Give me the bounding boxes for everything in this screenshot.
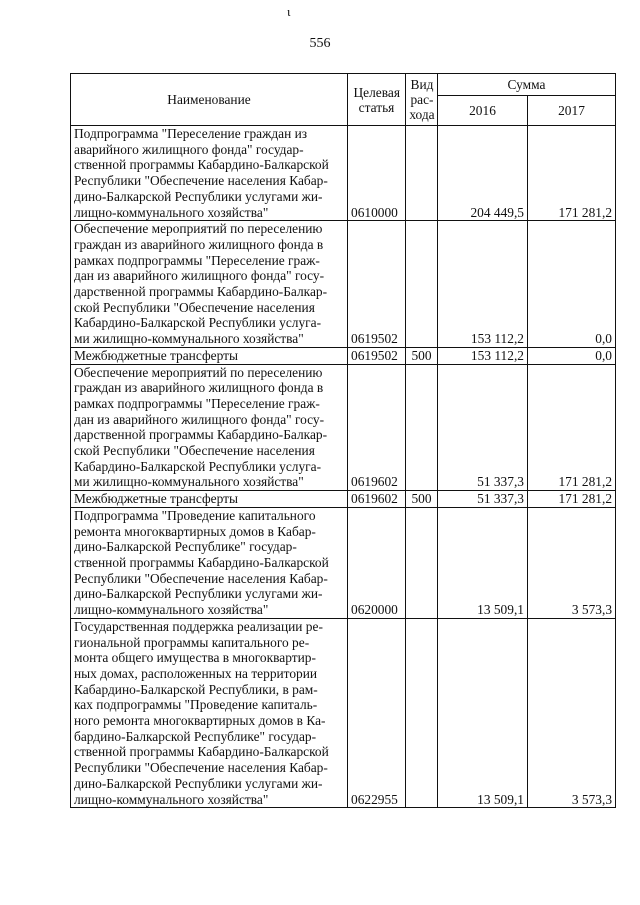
- page-number: 556: [309, 36, 331, 51]
- row-name-line: гиональной программы капитального ре-: [74, 634, 310, 650]
- row-name: [71, 347, 348, 364]
- row-name-line: монта общего имущества в многоквартир-: [74, 650, 316, 666]
- row-sum-2017: 171 281,2: [528, 491, 616, 508]
- budget-table: [70, 73, 616, 808]
- header-kind: [406, 74, 438, 126]
- row-name-line: дино-Балкарской Республики услугами жи-: [74, 188, 323, 204]
- header-kind-text: Вид рас-хода: [409, 77, 435, 122]
- row-name: [71, 491, 348, 508]
- table-row: [71, 221, 616, 348]
- row-name-line: Подпрограмма "Проведение капитального: [74, 507, 316, 523]
- table-row: [71, 347, 616, 364]
- row-sum-2017: 0,0: [528, 221, 616, 348]
- row-name-line: лищно-коммунального хозяйства": [74, 602, 269, 618]
- row-name-line: ственной программы Кабардино-Балкарской: [74, 157, 329, 173]
- row-kind: [406, 364, 438, 491]
- row-sum-2016: 153 112,2: [438, 221, 528, 348]
- row-name-line: ской Республики "Обеспечение населения: [74, 443, 315, 459]
- row-kind: 500: [406, 491, 438, 508]
- row-name-line: ской Республики "Обеспечение населения: [74, 299, 315, 315]
- row-name-line: Обеспечение мероприятий по переселению: [74, 221, 323, 237]
- row-name-line: Государственная поддержка реализации ре-: [74, 618, 323, 634]
- row-kind: [406, 221, 438, 348]
- row-name-line: рамках подпрограммы "Переселение граж-: [74, 252, 320, 268]
- row-sum-2016: 13 509,1: [438, 507, 528, 618]
- row-name-line: Республики "Обеспечение населения Кабар-: [74, 173, 328, 189]
- row-sum-2016: 51 337,3: [438, 364, 528, 491]
- row-kind: 500: [406, 347, 438, 364]
- header-year-2017: 2017: [528, 96, 616, 126]
- row-target-code: 0619602: [348, 364, 406, 491]
- header-name: Наименование: [71, 74, 348, 126]
- row-name-line: дарственной программы Кабардино-Балкар-: [74, 284, 328, 300]
- row-name: [71, 618, 348, 807]
- row-name-line: лищно-коммунального хозяйства": [74, 791, 269, 807]
- row-name-line: Кабардино-Балкарской Республики, в рам-: [74, 681, 318, 697]
- row-name: [71, 507, 348, 618]
- header-target-text: Целевая статья: [353, 84, 400, 115]
- row-name-line: Республики "Обеспечение населения Кабар-: [74, 570, 328, 586]
- row-name-line: дан из аварийного жилищного фонда" госу-: [74, 411, 325, 427]
- row-sum-2016: 153 112,2: [438, 347, 528, 364]
- header-sum: Сумма: [438, 74, 616, 96]
- row-name-line: Межбюджетные трансферты: [74, 347, 238, 363]
- table-row: [71, 618, 616, 807]
- row-kind: [406, 618, 438, 807]
- row-name-line: Подпрограмма "Переселение граждан из: [74, 126, 308, 141]
- row-sum-2017: 3 573,3: [528, 618, 616, 807]
- table-row: [71, 126, 616, 221]
- row-name-line: дино-Балкарской Республике" государ-: [74, 539, 297, 555]
- row-name-line: аварийного жилищного фонда" государ-: [74, 141, 304, 157]
- row-name-line: ми жилищно-коммунального хозяйства": [74, 331, 304, 347]
- row-name-line: дан из аварийного жилищного фонда" госу-: [74, 268, 325, 284]
- row-name-line: ных домах, расположенных на территории: [74, 665, 318, 681]
- row-name-line: Кабардино-Балкарской Республики услуга-: [74, 315, 322, 331]
- row-sum-2017: 171 281,2: [528, 126, 616, 221]
- row-sum-2017: 0,0: [528, 347, 616, 364]
- row-sum-2017: 3 573,3: [528, 507, 616, 618]
- row-name-line: лищно-коммунального хозяйства": [74, 204, 269, 220]
- row-name-line: ках подпрограммы "Проведение капиталь-: [74, 697, 318, 713]
- row-name: [71, 221, 348, 348]
- row-name: [71, 364, 348, 491]
- row-name-line: граждан из аварийного жилищного фонда в: [74, 236, 324, 252]
- row-target-code: 0619502: [348, 221, 406, 348]
- top-mark: ι: [287, 4, 291, 19]
- row-name-line: рамках подпрограммы "Переселение граж-: [74, 395, 320, 411]
- row-target-code: 0619502: [348, 347, 406, 364]
- row-target-code: 0610000: [348, 126, 406, 221]
- header-year-2016: 2016: [438, 96, 528, 126]
- table-row: [71, 491, 616, 508]
- row-name-line: Обеспечение мероприятий по переселению: [74, 364, 323, 380]
- row-name: [71, 126, 348, 221]
- row-name-line: ремонта многоквартирных домов в Кабар-: [74, 523, 316, 539]
- row-kind: [406, 126, 438, 221]
- header-target: [348, 74, 406, 126]
- row-kind: [406, 507, 438, 618]
- row-name-line: граждан из аварийного жилищного фонда в: [74, 380, 324, 396]
- row-target-code: 0620000: [348, 507, 406, 618]
- row-sum-2017: 171 281,2: [528, 364, 616, 491]
- row-name-line: бардино-Балкарской Республике" государ-: [74, 728, 317, 744]
- row-name-line: Кабардино-Балкарской Республики услуга-: [74, 458, 322, 474]
- row-sum-2016: 204 449,5: [438, 126, 528, 221]
- row-name-line: ми жилищно-коммунального хозяйства": [74, 474, 304, 490]
- table-row: [71, 364, 616, 491]
- row-target-code: 0619602: [348, 491, 406, 508]
- row-name-line: ного ремонта многоквартирных домов в Ка-: [74, 713, 326, 729]
- row-sum-2016: 51 337,3: [438, 491, 528, 508]
- row-sum-2016: 13 509,1: [438, 618, 528, 807]
- row-name-line: ственной программы Кабардино-Балкарской: [74, 554, 329, 570]
- row-name-line: Межбюджетные трансферты: [74, 491, 238, 507]
- table-row: [71, 507, 616, 618]
- row-name-line: ственной программы Кабардино-Балкарской: [74, 744, 329, 760]
- row-name-line: дино-Балкарской Республики услугами жи-: [74, 775, 323, 791]
- row-name-line: дино-Балкарской Республики услугами жи-: [74, 586, 323, 602]
- row-name-line: дарственной программы Кабардино-Балкар-: [74, 427, 328, 443]
- row-target-code: 0622955: [348, 618, 406, 807]
- row-name-line: Республики "Обеспечение населения Кабар-: [74, 760, 328, 776]
